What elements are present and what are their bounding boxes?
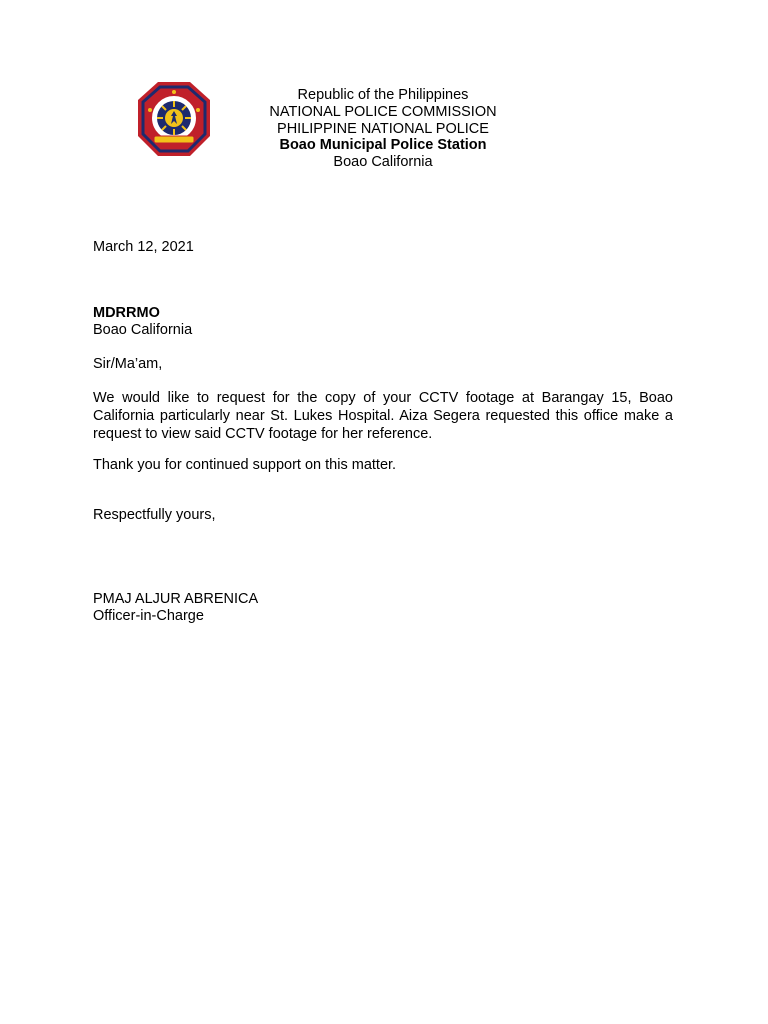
recipient-address: Boao California: [93, 322, 193, 338]
closing-line: Respectfully yours,: [93, 507, 216, 523]
header-commission: NATIONAL POLICE COMMISSION: [269, 103, 497, 120]
letter-body: We would like to request for the copy of your CCTV footage at Barangay 15, Boao California particularly near St. Lukes Hospital. Aiza Segera requested this office make a request to view said CCTV footage for her reference.: [93, 390, 673, 442]
signatory-title: Officer-in-Charge: [93, 608, 204, 624]
header-pnp: PHILIPPINE NATIONAL POLICE: [277, 120, 489, 137]
thanks-line: Thank you for continued support on this matter.: [93, 457, 397, 473]
signatory-block: [93, 591, 258, 625]
header-republic: Republic of the Philippines: [297, 87, 469, 103]
pnp-seal-icon: [136, 80, 212, 158]
recipient-block: [93, 305, 192, 339]
header-location: Boao California: [333, 154, 433, 171]
letter-date: March 12, 2021: [93, 239, 194, 255]
letterhead: [230, 87, 536, 171]
signatory-name: PMAJ ALJUR ABRENICA: [93, 591, 259, 607]
header-station: Boao Municipal Police Station: [279, 137, 487, 154]
salutation: Sir/Ma’am,: [93, 356, 163, 372]
recipient-name: MDRRMO: [93, 305, 160, 321]
